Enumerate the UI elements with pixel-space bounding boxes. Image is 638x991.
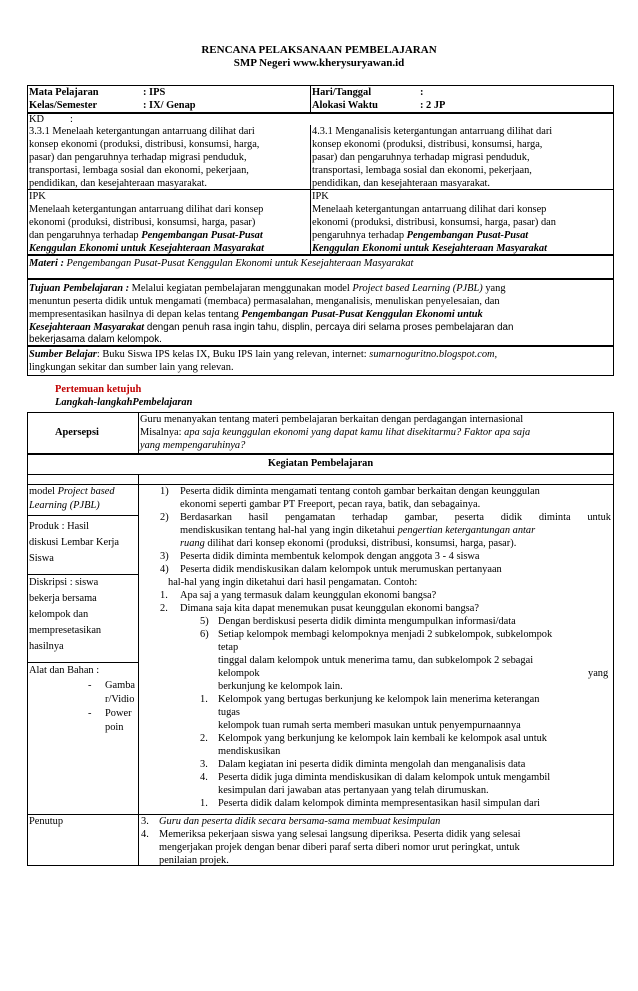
tujuan-line: menuntun peserta didik untuk mengamati (membaca) permasalahan, menganalisis, menuliskan penyelesaian, dan [29, 296, 500, 307]
langkah-title: Langkah-langkahPembelajaran [55, 397, 193, 408]
kd-right-line: 4.3.1 Menganalisis ketergantungan antarruang dilihat dari [312, 126, 553, 137]
step-text: mendiskusikan tentang hal-hal yang ingin diketahui pengertian ketergantungan antar [180, 525, 536, 536]
kd-right-line: transportasi, lembaga sosial dan ekonomi, pekerjaan, [312, 165, 532, 176]
penutup-text: penilaian projek. [159, 855, 229, 866]
step-number: 2. [200, 733, 208, 744]
ipk-right-line: pengaruhnya terhadap Pengembangan Pusat-Pusat [312, 230, 529, 241]
diskripsi-line: hasilnya [29, 641, 64, 652]
ipk-left-line: ekonomi (produksi, distribusi, konsumsi, harga, pasar) [29, 217, 256, 228]
ipk-left-line: Kenggulan Ekonomi untuk Kesejahteraan Masyarakat [29, 243, 264, 254]
step-text: Dalam kegiatan ini peserta didik diminta mengolah dan menganalisis data [218, 759, 526, 770]
ipk-left-line: Menelaah ketergantungan antarruang dilihat dari konsep [29, 204, 264, 215]
kd-right-line: pendidikan, dan kesejahteraan masyarakat. [312, 178, 491, 189]
alokasi-label: Alokasi Waktu [312, 100, 378, 111]
produk-line: Produk : Hasil [29, 521, 90, 532]
step-text: Setiap kelompok membagi kelompoknya menjadi 2 subkelompok, subkelompok [218, 629, 553, 640]
alat-bullet: - [88, 680, 92, 691]
produk-line: diskusi Lembar Kerja [29, 537, 120, 548]
step-text: Peserta didik mendiskusikan dalam kelompok untuk merumuskan pertanyaan [180, 564, 502, 575]
question-text: Dimana saja kita dapat menemukan pusat keunggulan ekonomi bangsa? [180, 603, 479, 614]
kd-right-line: konsep ekonomi (produksi, distribusi, konsumsi, harga, [312, 139, 543, 150]
kd-left-line: transportasi, lembaga sosial dan ekonomi, pekerjaan, [29, 165, 249, 176]
diskripsi-line: bekerja bersama [29, 593, 97, 604]
step-text: Berdasarkan hasil pengamatan terhadap gambar, peserta didik diminta untuk [180, 512, 611, 523]
step-number: 3) [160, 551, 169, 562]
model-label: model Project based [29, 486, 115, 497]
ipk-left-line: dan pengaruhnya terhadap Pengembangan Pusat-Pusat [29, 230, 263, 241]
step-text: kelompok tuan rumah serta memberi masukan untuk penyempurnaannya [218, 720, 521, 731]
ipk-right-line: Kenggulan Ekonomi untuk Kesejahteraan Masyarakat [312, 243, 547, 254]
question-text: Apa saj a yang termasuk dalam keunggulan ekonomi bangsa? [180, 590, 437, 601]
step-text: Kelompok yang berkunjung ke kelompok lain kembali ke kelompok asal untuk [218, 733, 547, 744]
step-number: 1. [200, 694, 208, 705]
tujuan-line: Tujuan Pembelajaran : Melalui kegiatan pembelajaran menggunakan model Project based Learning (PJBL) yang [29, 283, 506, 294]
ipk-right-line: ekonomi (produksi, distribusi, konsumsi, harga, pasar) dan [312, 217, 556, 228]
ipk-left-label: IPK [29, 191, 46, 202]
step-number: 6) [200, 629, 209, 640]
pertemuan-title: Pertemuan ketujuh [55, 384, 142, 395]
kd-left-line: konsep ekonomi (produksi, distribusi, konsumsi, harga, [29, 139, 260, 150]
kd-left-line: pendidikan, dan kesejahteraan masyarakat. [29, 178, 208, 189]
alat-item: Gamba [105, 680, 136, 691]
step-text: hal-hal yang ingin diketahui dari hasil pengamatan. Contoh: [168, 577, 418, 588]
penutup-text: mengerjakan projek dengan benar diberi paraf serta diberi nomor urut peringkat, untuk [159, 842, 520, 853]
step-number: 2) [160, 512, 169, 523]
model-label-2: Learning (PJBL) [29, 500, 100, 511]
sumber-line: Sumber Belajar: Buku Siswa IPS kelas IX, Buku IPS lain yang relevan, internet: sumarnoguritno.blogspot.com, [29, 349, 498, 360]
alokasi-value: : 2 JP [420, 100, 446, 111]
apersepsi-line: Guru menanyakan tentang materi pembelajaran berkaitan dengan perdagangan internasional [140, 414, 524, 425]
sumber-line: lingkungan sekitar dan sumber lain yang relevan. [29, 362, 234, 373]
mapel-label: Mata Pelajaran [29, 87, 99, 98]
mapel-value: : IPS [143, 87, 166, 98]
kd-left-line: pasar) dan pengaruhnya terhadap migrasi penduduk, [29, 152, 247, 163]
produk-line: Siswa [29, 553, 54, 564]
step-number: 5) [200, 616, 209, 627]
penutup-number: 4. [141, 829, 149, 840]
step-text: ekonomi seperti gambar PT Freeport, pecan raya, batik, dan sebagainya. [180, 499, 481, 510]
alat-item: r/Vidio [105, 694, 135, 705]
step-number: 4. [200, 772, 208, 783]
step-number: 1. [200, 798, 208, 809]
question-number: 2. [160, 603, 168, 614]
alat-item: Power [105, 708, 132, 719]
hari-label: Hari/Tanggal [312, 87, 372, 98]
step-text: Peserta didik dalam kelompok diminta mempresentasikan hasil simpulan dari [218, 798, 541, 809]
ipk-right-label: IPK [312, 191, 329, 202]
kd-colon: : [70, 114, 73, 125]
step-text: kelompok [218, 668, 260, 679]
ipk-right-line: Menelaah ketergantungan antarruang dilihat dari konsep [312, 204, 547, 215]
kelas-label: Kelas/Semester [29, 100, 98, 111]
document-title: RENCANA PELAKSANAAN PEMBELAJARAN [201, 44, 437, 56]
question-number: 1. [160, 590, 168, 601]
alat-item: poin [105, 722, 124, 733]
step-text: Dengan berdiskusi peserta didik diminta mengumpulkan informasi/data [218, 616, 516, 627]
kd-right-line: pasar) dan pengaruhnya terhadap migrasi penduduk, [312, 152, 530, 163]
kelas-value: : IX/ Genap [143, 100, 196, 111]
tujuan-line: Kesejahteraan Masyarakat dengan penuh rasa ingin tahu, displin, percaya diri selama proses pembelajaran dan [29, 322, 514, 333]
clipped-step [140, 797, 612, 813]
step-text: Kelompok yang bertugas berkunjung ke kelompok lain menerima keterangan [218, 694, 540, 705]
penutup-number: 3. [141, 816, 149, 827]
tujuan-line: mempresentasikan hasilnya di depan kelas tentang Pengembangan Pusat-Pusat Kenggulan Ekonomi untuk [29, 309, 483, 320]
diskripsi-line: mempresetasikan [29, 625, 102, 636]
penutup-text: Memeriksa pekerjaan siswa yang selesai langsung diperiksa. Peserta didik yang selesai [159, 829, 521, 840]
step-text: tinggal dalam kelompok untuk menerima tamu, dan subkelompok 2 sebagai [218, 655, 534, 666]
step-text: Peserta didik juga diminta mendiskusikan di dalam kelompok untuk mengambil [218, 772, 551, 783]
school-name: SMP Negeri www.kherysuryawan.id [233, 57, 405, 69]
apersepsi-line: yang mempengaruhinya? [140, 440, 246, 451]
step-text: tetap [218, 642, 239, 653]
kd-left-line: 3.3.1 Menelaah ketergantungan antarruang dilihat dari [29, 126, 255, 137]
diskripsi-line: Diskripsi : siswa [29, 577, 99, 588]
step-text: kesimpulan dari jawaban atas pertanyaan yang telah dirumuskan. [218, 785, 489, 796]
penutup-label: Penutup [29, 816, 64, 827]
penutup-text: Guru dan peserta didik secara bersama-sama membuat kesimpulan [159, 816, 441, 827]
step-text: mendiskusikan [218, 746, 281, 757]
step-text: berkunjung ke kelompok lain. [218, 681, 343, 692]
step-text: ruang dilihat dari konsep ekonomi (produksi, distribusi, konsumsi, harga, pasar). [180, 538, 517, 549]
step-number: 1) [160, 486, 169, 497]
apersepsi-line: Misalnya: apa saja keunggulan ekonomi yang dapat kamu lihat disekitarmu? Faktor apa saja [140, 427, 531, 438]
step-number: 3. [200, 759, 208, 770]
tujuan-line: bekerjasama dalam kelompok. [29, 334, 162, 345]
step-number: 4) [160, 564, 169, 575]
step-text: Peserta didik diminta mengamati tentang contoh gambar berkaitan dengan keunggulan [180, 486, 540, 497]
hari-value: : [420, 87, 424, 98]
alat-label: Alat dan Bahan : [29, 665, 100, 676]
step-text: tugas [218, 707, 240, 718]
step-text: Peserta didik diminta membentuk kelompok dengan anggota 3 - 4 siswa [180, 551, 480, 562]
kd-label: KD [29, 114, 45, 125]
apersepsi-label: Apersepsi [55, 427, 99, 438]
step-text: yang [588, 668, 609, 679]
diskripsi-line: kelompok dan [29, 609, 89, 620]
materi: Materi : Pengembangan Pusat-Pusat Kenggulan Ekonomi untuk Kesejahteraan Masyarakat [29, 258, 414, 269]
alat-bullet: - [88, 708, 92, 719]
kegiatan-header: Kegiatan Pembelajaran [267, 458, 374, 469]
